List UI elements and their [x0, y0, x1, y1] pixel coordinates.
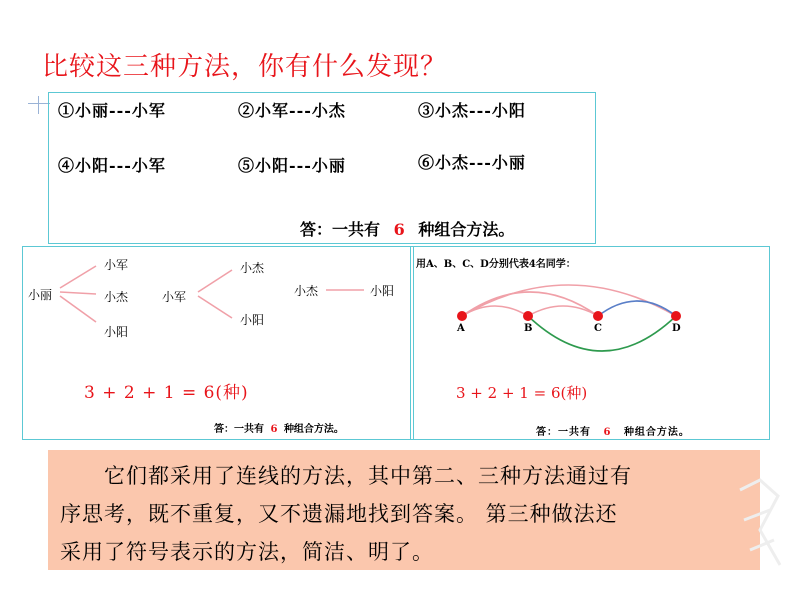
branch-line — [60, 296, 96, 322]
summary-line-3: 采用了符号表示的方法，简洁、明了。 — [60, 540, 434, 564]
method-3-intro: 用A、B、C、D分别代表4名同学： — [416, 259, 576, 270]
tree-leaf: 小杰 — [104, 290, 129, 304]
point-label-C: C — [594, 323, 602, 334]
answer-number: 6 — [603, 427, 612, 438]
pair-5: ⑤小阳---小丽 — [238, 156, 346, 175]
answer-prefix: 答：一共有 — [300, 220, 381, 239]
point-B — [523, 311, 533, 321]
answer-number: 6 — [270, 424, 278, 435]
method-2-answer — [214, 420, 344, 435]
answer-suffix: 种组合方法。 — [418, 220, 515, 239]
branch-line — [198, 270, 232, 292]
pair-6: ⑥小杰---小丽 — [418, 153, 526, 172]
tree-root-xiaojun: 小军 — [162, 290, 187, 304]
tree-branch-lines — [22, 246, 414, 440]
point-D — [671, 311, 681, 321]
answer-prefix: 答：一共有 — [214, 424, 264, 435]
answer-number: 6 — [393, 220, 405, 239]
answer-suffix: 种组合方法。 — [283, 424, 344, 435]
point-A — [457, 311, 467, 321]
pair-4: ④小阳---小军 — [58, 156, 166, 175]
arc-B-D — [528, 316, 676, 351]
tree-leaf: 小阳 — [240, 313, 265, 327]
summary-panel — [48, 450, 760, 570]
method-3-answer — [536, 423, 690, 438]
arc-C-D — [598, 301, 676, 316]
point-label-A: A — [457, 323, 465, 334]
tree-root-xiaoli: 小丽 — [28, 288, 53, 302]
tree-leaf: 小阳 — [104, 325, 129, 339]
tree-leaf: 小军 — [104, 258, 129, 272]
decorative-line — [38, 96, 39, 114]
branch-line — [60, 292, 96, 294]
answer-prefix: 答：一共有 — [536, 427, 591, 438]
arc-B-C — [528, 306, 598, 316]
symbol-connection-diagram — [410, 246, 770, 440]
method-3-equation: 3 + 2 + 1 = 6(种) — [456, 384, 588, 402]
pair-1: ①小丽---小军 — [58, 101, 166, 120]
point-label-B: B — [524, 323, 533, 334]
answer-suffix: 种组合方法。 — [623, 427, 690, 438]
tree-leaf: 小阳 — [370, 284, 395, 298]
pair-2: ②小军---小杰 — [238, 101, 346, 120]
point-label-D: D — [672, 323, 681, 334]
question-title: 比较这三种方法，你有什么发现？ — [42, 52, 448, 82]
branch-line — [60, 266, 96, 288]
decorative-line — [28, 103, 50, 104]
method-1-answer — [300, 217, 514, 240]
tree-leaf: 小杰 — [240, 261, 265, 275]
tree-root-xiaojie: 小杰 — [294, 284, 319, 298]
decorative-watermark — [730, 470, 790, 580]
branch-line — [198, 296, 232, 318]
summary-line-2: 序思考，既不重复，又不遗漏地找到答案。 第三种做法还 — [60, 502, 618, 526]
point-C — [593, 311, 603, 321]
method-2-equation: 3 + 2 + 1 = 6(种) — [84, 383, 249, 403]
pair-3: ③小杰---小阳 — [418, 101, 526, 120]
summary-line-1: 它们都采用了连线的方法，其中第二、三种方法通过有 — [104, 464, 632, 488]
